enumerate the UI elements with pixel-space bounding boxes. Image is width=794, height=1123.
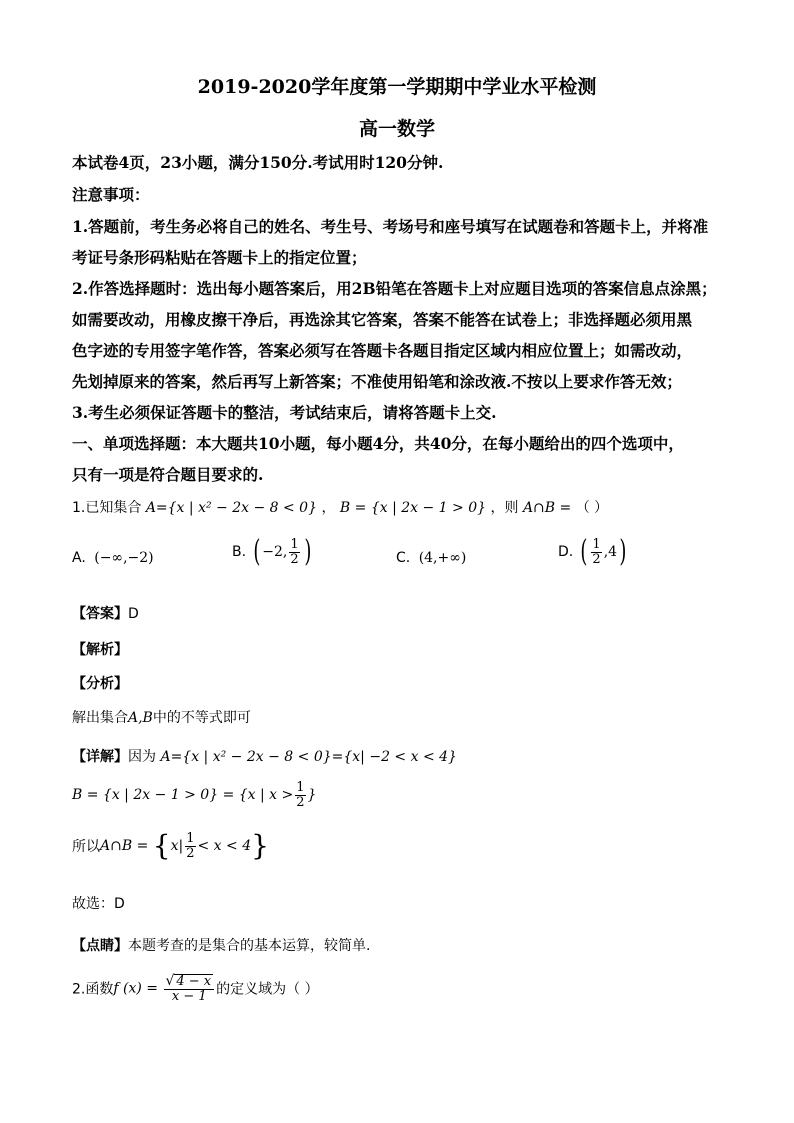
q1-expr: A∩B =: [522, 500, 572, 516]
so-line: 所以A∩B = {x| $\frac{1}{2}$ < x < 4}: [72, 829, 269, 863]
detail-b-fraction: $\frac{1}{2}$: [296, 780, 305, 810]
option-a-label: A.: [72, 550, 86, 566]
q1-paren: （ ）: [575, 500, 609, 516]
detail-eq-b: B = {x | 2x − 1 > 0} = {x | x > $\frac{1}{2}$ }: [72, 780, 317, 810]
page-subtitle: 高一数学: [358, 118, 435, 140]
q2-fx: f (x) =: [113, 980, 158, 997]
q1-prefix: 1.已知集合: [72, 500, 142, 516]
option-d-label: D.: [558, 544, 574, 560]
notice-label: 注意事项：: [72, 185, 150, 204]
question-1: [72, 497, 608, 517]
comment-line: [72, 935, 370, 955]
exam-info: 本试卷4页，23小题，满分150分.考试用时120分钟.: [72, 153, 444, 172]
option-b-left: −2,: [262, 544, 288, 560]
option-a-value: (−∞,−2): [94, 550, 154, 566]
fenxi-label: 【分析】: [72, 676, 128, 692]
answer-value: D: [128, 606, 139, 622]
answer-label: 【答案】: [72, 606, 128, 622]
q1-option-d: D. ( $\frac{1}{2}$ ,4): [558, 534, 627, 569]
page-title: 2019-2020学年度第一学期期中学业水平检测: [197, 76, 597, 98]
q1-set-b: B = {x | 2x − 1 > 0}: [339, 500, 487, 516]
option-d-fraction: $\frac{1}{2}$: [592, 536, 601, 567]
so-expr: A∩B =: [100, 838, 149, 855]
notice-item-2-line-3: 色字迹的专用签字笔作答，答案必须写在答题卡各题目指定区域内相应位置上；如需改动，: [72, 341, 693, 360]
detail-label: 【详解】: [72, 749, 128, 765]
section-heading-line-1: 一、单项选择题：本大题共10小题，每小题4分，共40分，在每小题给出的四个选项中，: [72, 434, 684, 453]
analysis-label: 【解析】: [72, 642, 128, 658]
q1-ask: ，则: [490, 500, 519, 516]
sqrt-icon: √: [165, 973, 175, 989]
q1-sep: ，: [321, 500, 336, 516]
option-b-label: B.: [232, 544, 247, 560]
answer-line: [72, 603, 139, 623]
q2-fraction: $\frac{√ 4 - x}{x - 1}$: [164, 974, 214, 1003]
notice-item-1-line-2: 考证号条形码粘贴在答题卡上的指定位置；: [72, 248, 367, 267]
choose-line: 故选：D: [72, 896, 125, 912]
q1-option-a: [72, 550, 154, 566]
detail-eq-a: A={x | x² − 2x − 8 < 0}={x| −2 < x < 4}: [160, 749, 457, 765]
q1-option-b: B. ( −2, $\frac{1}{2}$ ): [232, 534, 311, 569]
q1-option-c: [396, 550, 466, 566]
notice-item-2-line-4: 先划掉原来的答案，然后再写上新答案；不准使用铅笔和涂改液.不按以上要求作答无效；: [72, 372, 682, 391]
notice-item-2-line-1: 2.作答选择题时：选出每小题答案后，用2B铅笔在答题卡上对应题目选项的答案信息点涂黑；: [72, 279, 717, 298]
fenxi-vars: A,B: [128, 710, 153, 726]
question-2: 2.函数f (x) = $\frac{√ 4 - x}{x - 1}$ 的定义域为（ ）: [72, 973, 319, 1004]
option-d-right: ,4: [603, 544, 618, 560]
notice-item-2-line-2: 如需要改动，用橡皮擦干净后，再选涂其它答案，答案不能答在试卷上；非选择题必须用黑: [72, 310, 693, 329]
notice-item-1-line-1: 1.答题前，考生务必将自己的姓名、考生号、考场号和座号填写在试题卷和答题卡上，并将准: [72, 217, 709, 236]
notice-item-3: 3.考生必须保证答题卡的整洁，考试结束后，请将答题卡上交.: [72, 403, 497, 422]
q1-set-a: A={x | x² − 2x − 8 < 0}: [145, 500, 317, 516]
option-b-fraction: $\frac{1}{2}$: [290, 536, 299, 567]
so-fraction: $\frac{1}{2}$: [186, 831, 195, 861]
fenxi-text: 解出集合A,B中的不等式即可: [72, 710, 251, 726]
section-heading-line-2: 只有一项是符合题目要求的.: [72, 465, 264, 484]
option-c-value: (4,+∞): [418, 550, 467, 566]
comment-label: 【点睛】: [72, 938, 128, 954]
comment-text: 本题考查的是集合的基本运算，较简单.: [128, 938, 371, 954]
detail-line: 【详解】因为 A={x | x² − 2x − 8 < 0}={x| −2 < x < 4}: [72, 749, 457, 765]
option-c-label: C.: [396, 550, 411, 566]
